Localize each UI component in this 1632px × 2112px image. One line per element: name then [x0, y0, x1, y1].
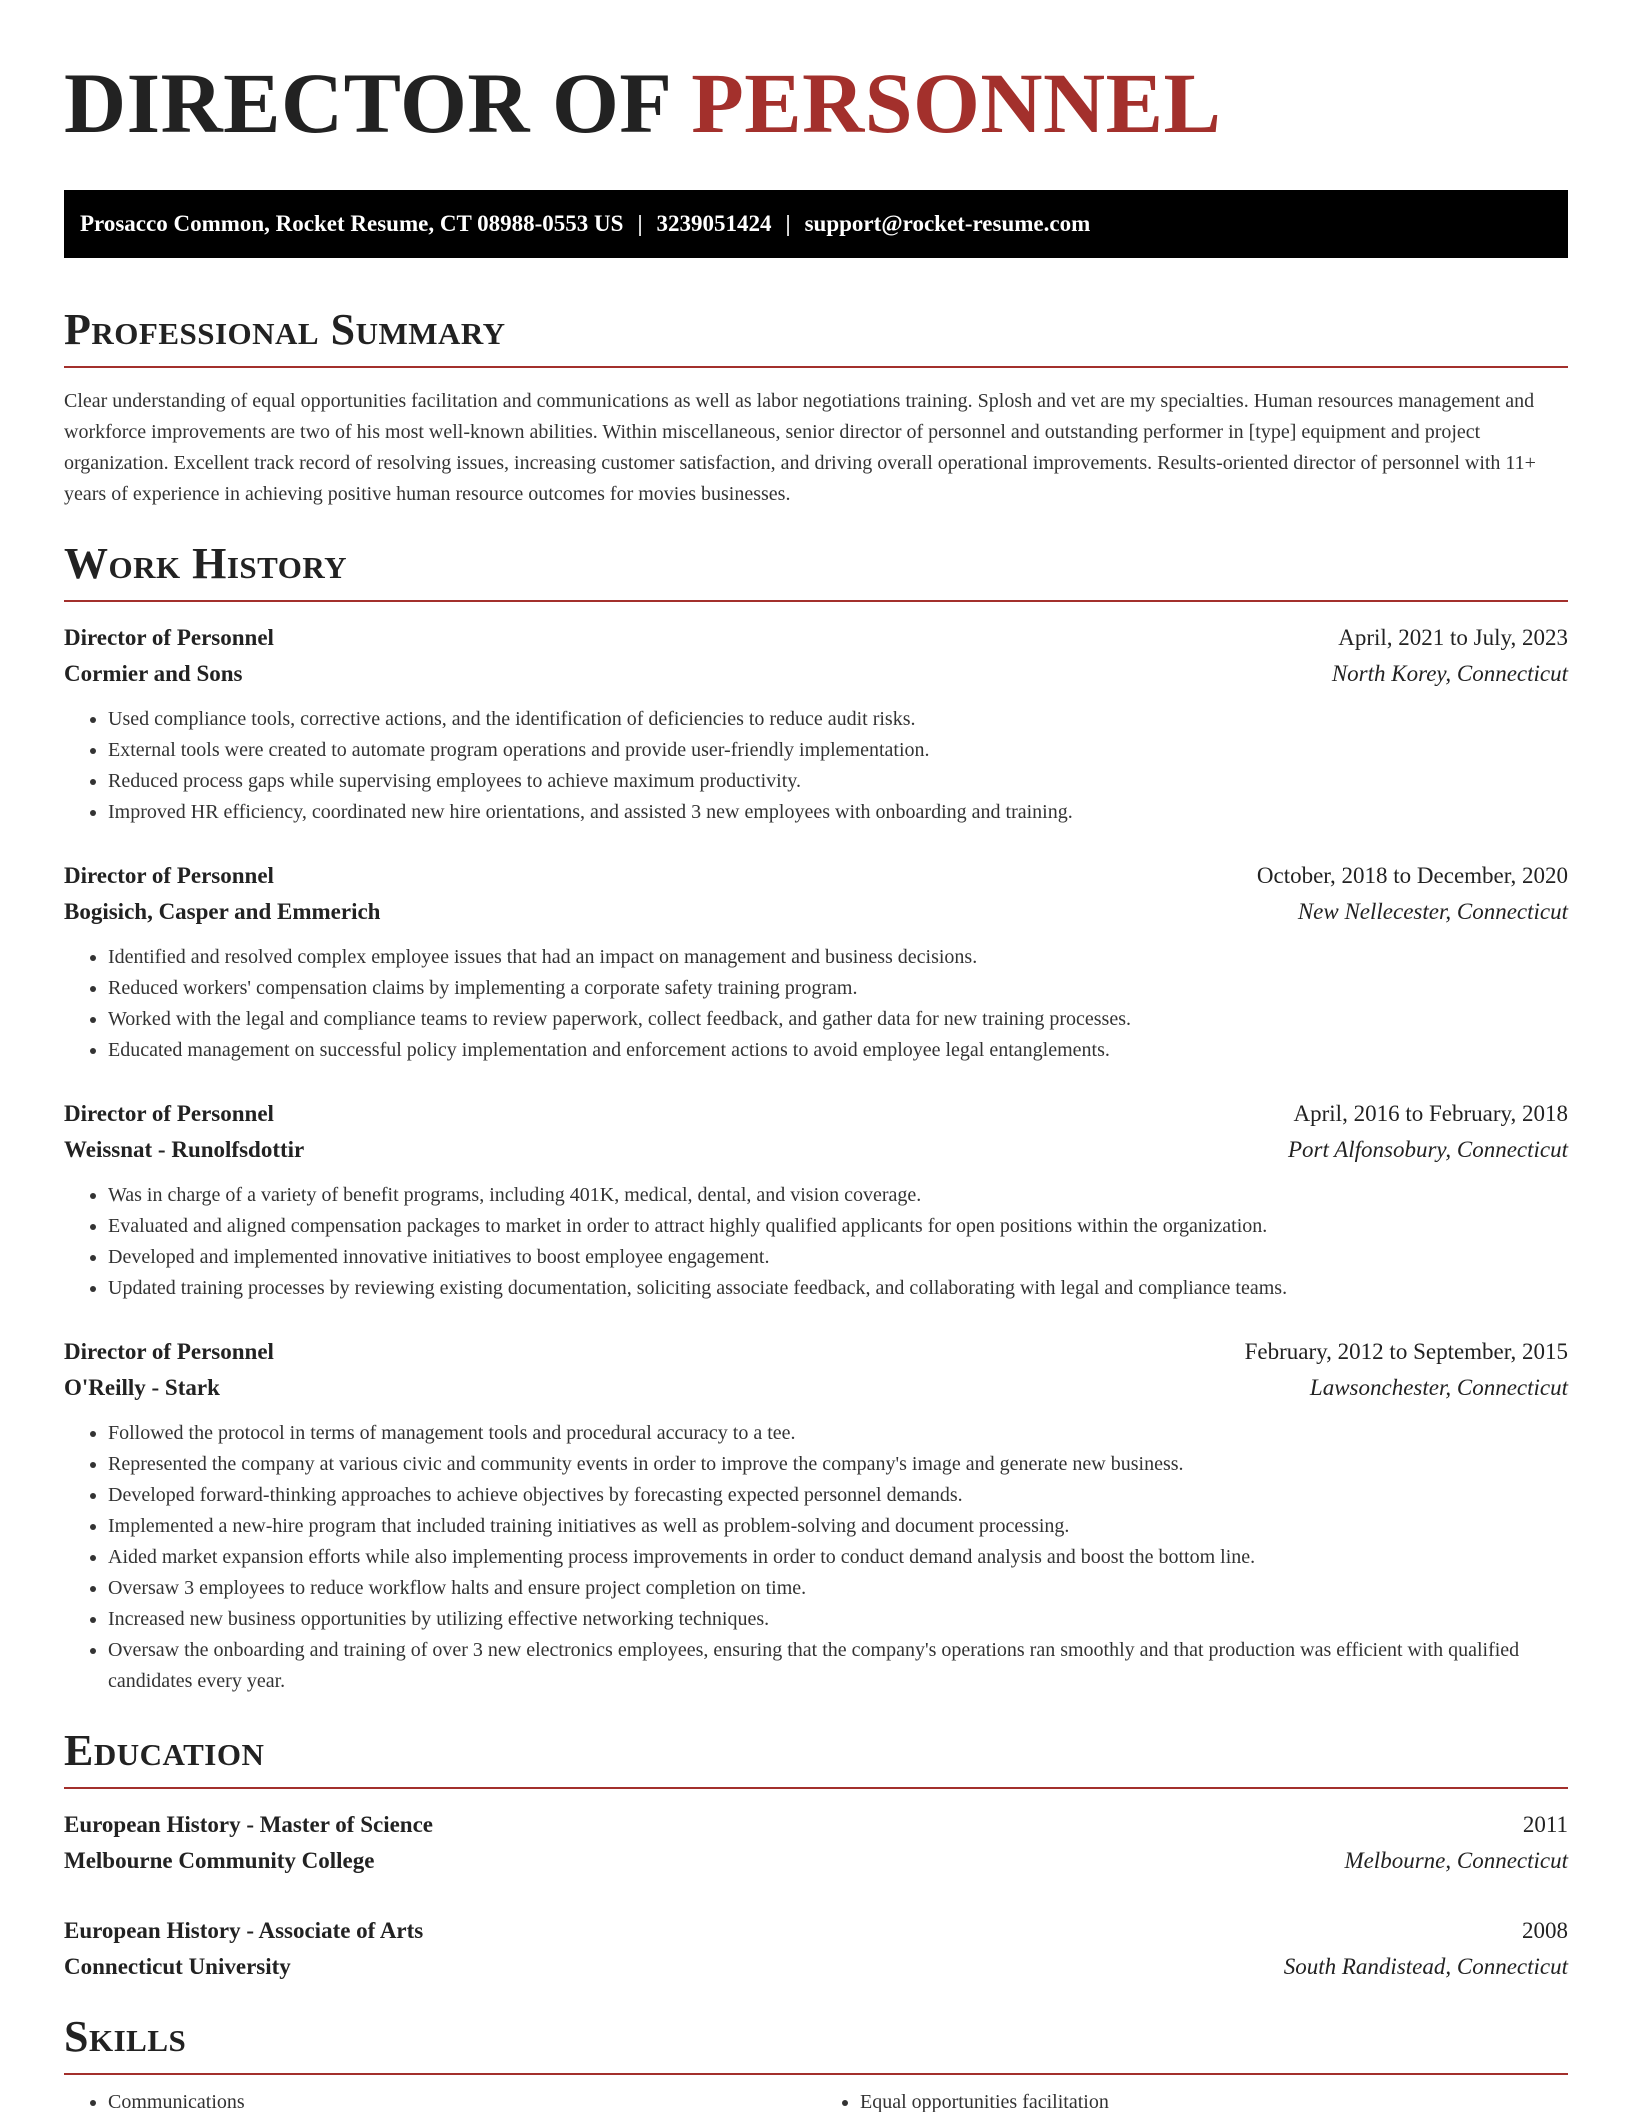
job-dates: February, 2012 to September, 2015: [1244, 1339, 1568, 1364]
job-title: Director of Personnel: [64, 1101, 274, 1126]
job-bullet: • Followed the protocol in terms of management tools and procedural accuracy to a tee.: [108, 1418, 1568, 1449]
resume-title: [64, 0, 1568, 151]
education-header-row: [64, 1913, 1568, 1949]
job-title: Director of Personnel: [64, 863, 274, 888]
professional-summary-section: [64, 304, 1568, 510]
education-school-row: [64, 1949, 1568, 1985]
skills-columns: [64, 2087, 1568, 2112]
job-bullet: • Identified and resolved complex employee issues that had an impact on management and business decisions.: [108, 942, 1568, 973]
section-divider: [64, 2073, 1568, 2075]
job-company-row: [64, 1132, 1568, 1168]
job-dates: April, 2021 to July, 2023: [1338, 625, 1568, 650]
job-bullet: • Oversaw the onboarding and training of over 3 new electronics employees, ensuring that the company's operations ran smoothly and that production was efficient with qualified candidates every year.: [108, 1635, 1568, 1697]
education-degree: European History - Associate of Arts: [64, 1918, 424, 1943]
contact-separator: |: [637, 211, 643, 236]
job-dates: April, 2016 to February, 2018: [1293, 1101, 1568, 1126]
job-header-row: [64, 858, 1568, 894]
job-bullets: [64, 942, 1568, 1066]
job-bullet: • Reduced process gaps while supervising employees to achieve maximum productivity.: [108, 766, 1568, 797]
job-company-row: [64, 656, 1568, 692]
contact-phone: 3239051424: [656, 211, 772, 236]
education-school-row: [64, 1843, 1568, 1879]
job-bullet: • Reduced workers' compensation claims by implementing a corporate safety training program.: [108, 973, 1568, 1004]
job-header-row: [64, 1096, 1568, 1132]
title-part-1: DIRECTOR OF: [64, 55, 670, 151]
work-history-section: [64, 538, 1568, 1697]
contact-address: Prosacco Common, Rocket Resume, CT 08988-0553 US: [80, 211, 624, 236]
education-school: Melbourne Community College: [64, 1848, 375, 1873]
job-bullet: • Developed forward-thinking approaches to achieve objectives by forecasting expected personnel demands.: [108, 1480, 1568, 1511]
section-heading: Professional Summary: [64, 305, 506, 354]
job-bullet: • Worked with the legal and compliance teams to review paperwork, collect feedback, and gather data for new training processes.: [108, 1004, 1568, 1035]
job-dates: October, 2018 to December, 2020: [1256, 863, 1568, 888]
job-entry: [64, 858, 1568, 1066]
job-bullet: • Increased new business opportunities by utilizing effective networking techniques.: [108, 1604, 1568, 1635]
contact-email: support@rocket-resume.com: [804, 211, 1091, 236]
education-entry: [64, 1913, 1568, 1985]
job-location: Port Alfonsobury, Connecticut: [1287, 1137, 1568, 1162]
job-location: New Nellecester, Connecticut: [1297, 899, 1568, 924]
job-bullet: • Implemented a new-hire program that included training initiatives as well as problem-solving and document processing.: [108, 1511, 1568, 1542]
job-bullet: • Represented the company at various civic and community events in order to improve the company's image and generate new business.: [108, 1449, 1568, 1480]
skill-item: • Equal opportunities facilitation: [860, 2087, 1568, 2112]
job-header-row: [64, 1334, 1568, 1370]
job-bullets: [64, 1180, 1568, 1304]
job-location: Lawsonchester, Connecticut: [1309, 1375, 1568, 1400]
education-location: South Randistead, Connecticut: [1283, 1954, 1568, 1979]
skills-column-left: [64, 2087, 816, 2112]
job-company: Bogisich, Casper and Emmerich: [64, 899, 381, 924]
job-list: [64, 620, 1568, 1697]
job-bullet: • External tools were created to automate program operations and provide user-friendly implementation.: [108, 735, 1568, 766]
section-divider: [64, 600, 1568, 602]
job-bullet: • Oversaw 3 employees to reduce workflow halts and ensure project completion on time.: [108, 1573, 1568, 1604]
summary-text: Clear understanding of equal opportunities facilitation and communications as well as labor negotiations training. Splosh and vet are my specialties. Human resources management and workforce improvements are two of his most well-known abilities. Within miscellaneous, senior director of personnel and outstanding performer in [type] equipment and project organization. Excellent track record of resolving issues, increasing customer satisfaction, and driving overall operational improvements. Results-oriented director of personnel with 11+ years of experience in achieving positive human resource outcomes for movies businesses.: [64, 390, 1536, 505]
job-company-row: [64, 1370, 1568, 1406]
job-title: Director of Personnel: [64, 625, 274, 650]
education-entry: [64, 1807, 1568, 1879]
job-company-row: [64, 894, 1568, 930]
job-bullet: • Developed and implemented innovative initiatives to boost employee engagement.: [108, 1242, 1568, 1273]
education-school: Connecticut University: [64, 1954, 291, 1979]
skills-section: [64, 2011, 1568, 2112]
education-section: [64, 1725, 1568, 1985]
section-heading: Education: [64, 1726, 265, 1775]
education-location: Melbourne, Connecticut: [1344, 1848, 1568, 1873]
job-bullet: • Improved HR efficiency, coordinated new hire orientations, and assisted 3 new employees with onboarding and training.: [108, 797, 1568, 828]
education-header-row: [64, 1807, 1568, 1843]
contact-separator: |: [785, 211, 791, 236]
job-bullet: • Educated management on successful policy implementation and enforcement actions to avoid employee legal entanglements.: [108, 1035, 1568, 1066]
education-year: 2008: [1522, 1918, 1568, 1943]
section-heading: Work History: [64, 539, 348, 588]
skill-item: • Communications: [108, 2087, 816, 2112]
job-bullets: [64, 1418, 1568, 1697]
job-company: O'Reilly - Stark: [64, 1375, 220, 1400]
section-divider: [64, 1787, 1568, 1789]
job-location: North Korey, Connecticut: [1331, 661, 1568, 686]
education-year: 2011: [1522, 1812, 1568, 1837]
job-bullet: • Aided market expansion efforts while also implementing process improvements in order to conduct demand analysis and boost the bottom line.: [108, 1542, 1568, 1573]
education-degree: European History - Master of Science: [64, 1812, 434, 1837]
job-company: Weissnat - Runolfsdottir: [64, 1137, 305, 1162]
contact-bar: [64, 190, 1568, 258]
education-list: [64, 1807, 1568, 1985]
job-header-row: [64, 620, 1568, 656]
section-divider: [64, 366, 1568, 368]
job-bullet: • Was in charge of a variety of benefit programs, including 401K, medical, dental, and vision coverage.: [108, 1180, 1568, 1211]
job-bullet: • Evaluated and aligned compensation packages to market in order to attract highly qualified applicants for open positions within the organization.: [108, 1211, 1568, 1242]
job-bullets: [64, 704, 1568, 828]
job-entry: [64, 620, 1568, 828]
skills-column-right: [816, 2087, 1568, 2112]
job-entry: [64, 1334, 1568, 1697]
job-bullet: • Used compliance tools, corrective actions, and the identification of deficiencies to reduce audit risks.: [108, 704, 1568, 735]
job-title: Director of Personnel: [64, 1339, 274, 1364]
title-part-2: PERSONNEL: [691, 55, 1222, 151]
job-company: Cormier and Sons: [64, 661, 243, 686]
section-heading: Skills: [64, 2012, 187, 2061]
job-entry: [64, 1096, 1568, 1304]
job-bullet: • Updated training processes by reviewing existing documentation, soliciting associate feedback, and collaborating with legal and compliance teams.: [108, 1273, 1568, 1304]
